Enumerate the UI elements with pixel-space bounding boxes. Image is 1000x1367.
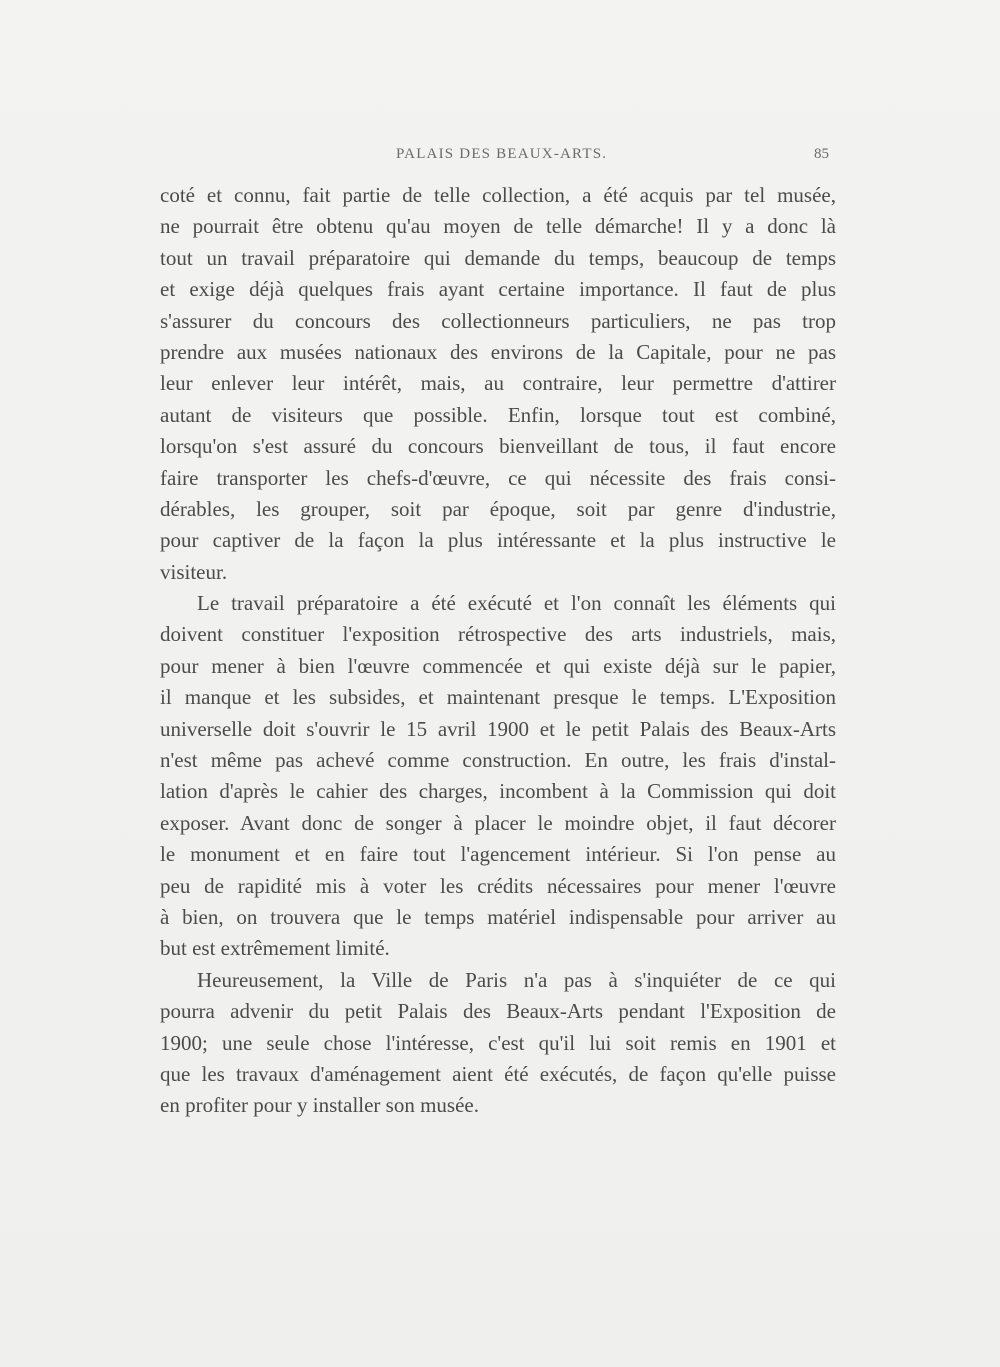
text-line: Heureusement, la Ville de Paris n'a pas à s'inquiéter de ce qui bbox=[197, 967, 836, 992]
text-line: exposer. Avant donc de songer à placer le moindre objet, il faut décorer bbox=[160, 810, 836, 835]
text-line: lorsqu'on s'est assuré du concours bienveillant de tous, il faut encore bbox=[160, 434, 836, 459]
text-line: Le travail préparatoire a été exécuté et l'on connaît les éléments qui bbox=[197, 591, 836, 616]
paragraph-2 bbox=[160, 588, 836, 965]
text-line: 1900; une seule chose l'intéresse, c'est qu'il lui soit remis en 1901 et bbox=[160, 1030, 836, 1055]
text-line: pour captiver de la façon la plus intéressante et la plus instructive le bbox=[160, 528, 836, 553]
text-line: coté et connu, fait partie de telle collection, a été acquis par tel musée, bbox=[160, 183, 836, 207]
text-line: prendre aux musées nationaux des environs de la Capitale, pour ne pas bbox=[160, 339, 836, 364]
running-header: PALAIS DES BEAUX-ARTS. bbox=[396, 146, 608, 162]
text-line: faire transporter les chefs-d'œuvre, ce qui nécessite des frais consi- bbox=[160, 465, 836, 490]
text-line: et exige déjà quelques frais ayant certaine importance. Il faut de plus bbox=[160, 277, 836, 302]
text-line: ne pourrait être obtenu qu'au moyen de telle démarche! Il y a donc là bbox=[160, 214, 836, 239]
text-line: lation d'après le cahier des charges, incombent à la Commission qui doit bbox=[160, 779, 836, 804]
text-line: universelle doit s'ouvrir le 15 avril 1900 et le petit Palais des Beaux-Arts bbox=[160, 716, 836, 741]
text-line: leur enlever leur intérêt, mais, au contraire, leur permettre d'attirer bbox=[160, 371, 836, 396]
text-line: à bien, on trouvera que le temps matériel indispensable pour arriver au bbox=[160, 904, 836, 929]
paragraph-3 bbox=[160, 965, 836, 1122]
paragraph-1 bbox=[160, 180, 836, 588]
text-line: que les travaux d'aménagement aient été exécutés, de façon qu'elle puisse bbox=[160, 1061, 836, 1086]
text-line: pour mener à bien l'œuvre commencée et qui existe déjà sur le papier, bbox=[160, 653, 836, 678]
text-line: pourra advenir du petit Palais des Beaux-Arts pendant l'Exposition de bbox=[160, 999, 836, 1024]
text-line: il manque et les subsides, et maintenant presque le temps. L'Exposition bbox=[160, 685, 836, 710]
text-line: autant de visiteurs que possible. Enfin, lorsque tout est combiné, bbox=[160, 402, 836, 427]
text-line: en profiter pour y installer son musée. bbox=[160, 1093, 479, 1118]
text-line: n'est même pas achevé comme construction. En outre, les frais d'instal- bbox=[160, 748, 836, 773]
text-line: but est extrêmement limité. bbox=[160, 936, 390, 961]
text-line: doivent constituer l'exposition rétrospective des arts industriels, mais, bbox=[160, 622, 836, 647]
text-line: dérables, les grouper, soit par époque, soit par genre d'industrie, bbox=[160, 496, 836, 521]
page-number: 85 bbox=[814, 146, 829, 162]
text-line: tout un travail préparatoire qui demande du temps, beaucoup de temps bbox=[160, 245, 836, 270]
text-line: s'assurer du concours des collectionneurs particuliers, ne pas trop bbox=[160, 308, 836, 333]
text-line: visiteur. bbox=[160, 559, 228, 584]
text-line: le monument et en faire tout l'agencement intérieur. Si l'on pense au bbox=[160, 842, 836, 867]
text-line: peu de rapidité mis à voter les crédits nécessaires pour mener l'œuvre bbox=[160, 873, 836, 898]
body-text bbox=[160, 180, 836, 1122]
